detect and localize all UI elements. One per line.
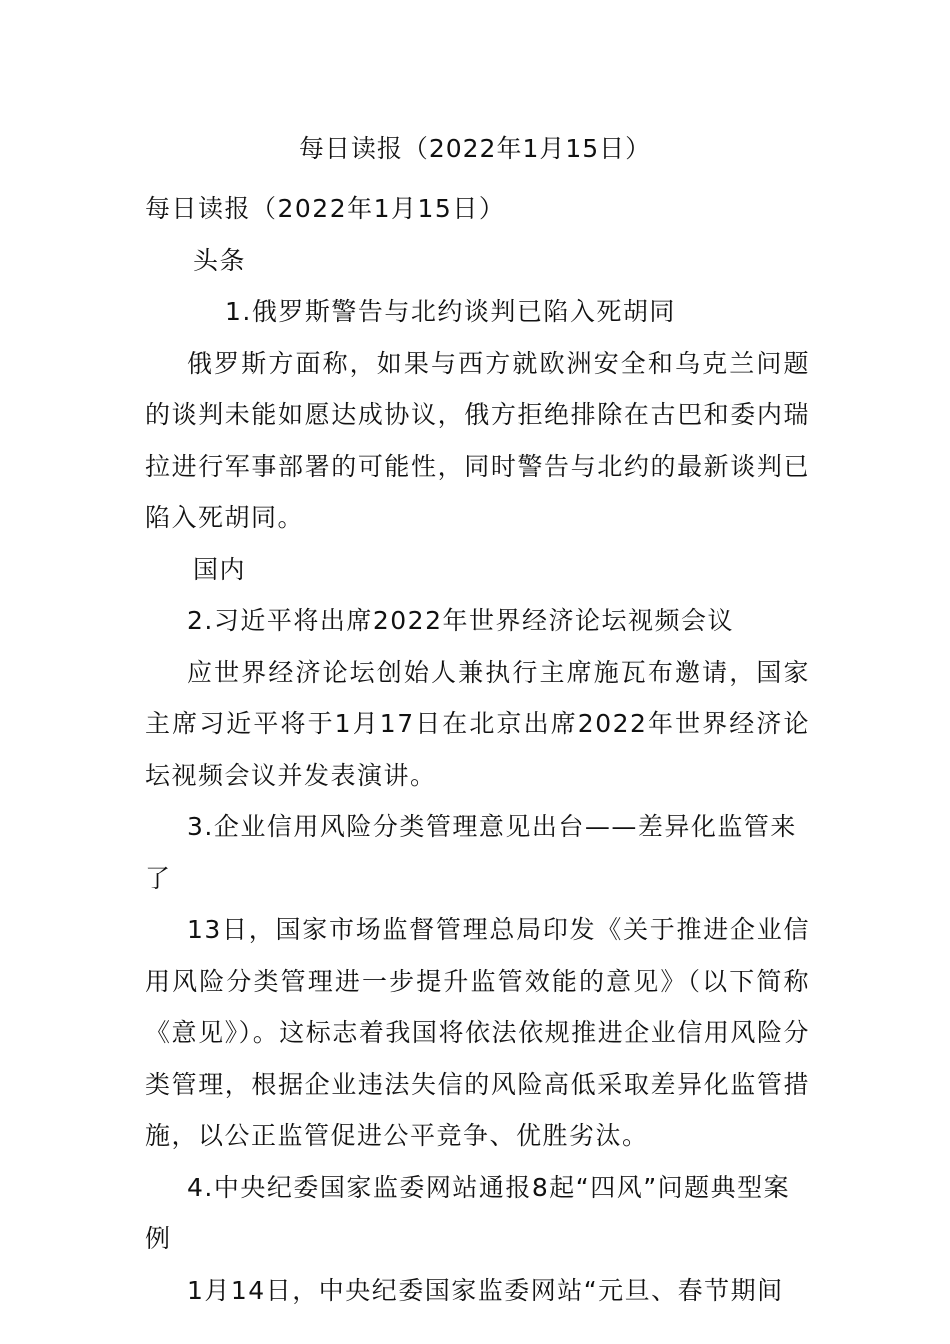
article-4-heading: 4.中央纪委国家监委网站通报8起“四风”问题典型案例 [145,1172,791,1253]
document-title: 每日读报（2022年1月15日） [298,134,652,163]
document-body [145,183,810,1316]
article-3-heading: 3.企业信用风险分类管理意见出台——差异化监管来了 [145,812,797,893]
article-3-body: 13日，国家市场监督管理总局印发《关于推进企业信用风险分类管理进一步提升监管效能的意见》（以下简称《意见》）。这标志着我国将依法依规推进企业信用风险分类管理，根据企业违法失信的风险高低采取差异化监管措施，以公正监管促进公平竞争、优胜劣汰。 [145,915,810,1150]
section-heading-top: 头条 [193,245,247,275]
article-4-body: 1月14日，中央纪委国家监委网站“元旦、春节期间 [187,1275,784,1305]
article-1-body: 俄罗斯方面称，如果与西方就欧洲安全和乌克兰问题的谈判未能如愿达成协议，俄方拒绝排除在古巴和委内瑞拉进行军事部署的可能性，同时警告与北约的最新谈判已陷入死胡同。 [145,348,810,532]
article-2-heading: 2.习近平将出席2022年世界经济论坛视频会议 [187,606,734,635]
section-heading-domestic: 国内 [193,554,247,584]
document-subtitle: 每日读报（2022年1月15日） [145,194,506,223]
article-1-heading: 1.俄罗斯警告与北约谈判已陷入死胡同 [225,297,676,326]
article-2-body: 应世界经济论坛创始人兼执行主席施瓦布邀请，国家主席习近平将于1月17日在北京出席2022年世界经济论坛视频会议并发表演讲。 [145,657,810,790]
